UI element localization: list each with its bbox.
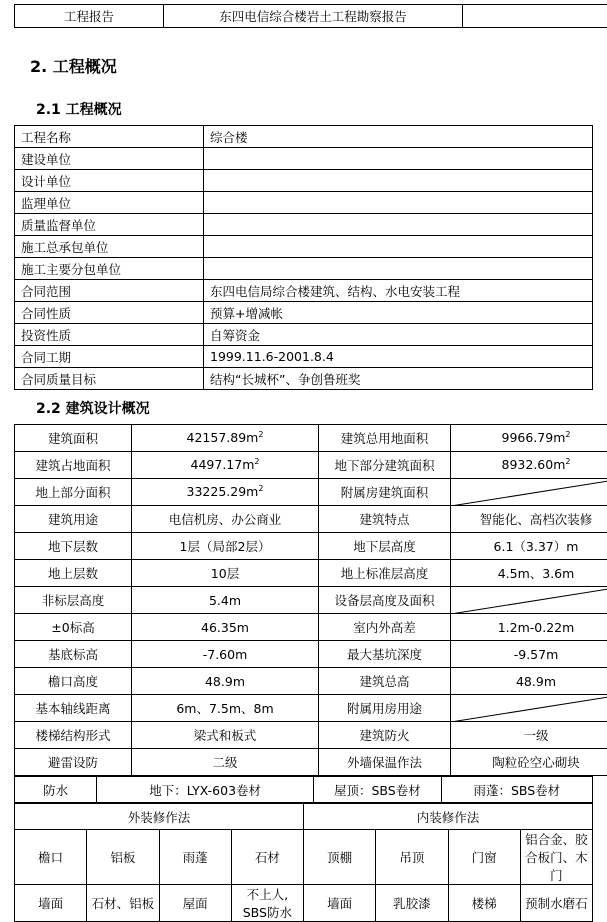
design-key-right: 附属房建筑面积 (319, 479, 451, 506)
overview-label: 合同工期 (15, 346, 204, 368)
design-value-left: 梁式和板式 (132, 722, 319, 749)
overview-row (15, 346, 593, 368)
overview-label: 建设单位 (15, 148, 204, 170)
finishes-table (14, 803, 593, 922)
overview-row (15, 148, 593, 170)
inner-finishes-title: 内装修作法 (304, 804, 593, 830)
finishes-cell: 预制水磨石 (520, 885, 592, 922)
overview-value: 东四电信局综合楼建筑、结构、水电安装工程 (204, 280, 593, 302)
design-value-left: 46.35m (132, 614, 319, 641)
overview-row (15, 214, 593, 236)
finishes-cell: 石材 (231, 830, 303, 885)
design-row (15, 614, 607, 641)
finishes-cell: 门窗 (448, 830, 520, 885)
design-value-right: $8932.60m^2$ (451, 452, 607, 479)
finishes-title-row (15, 804, 593, 830)
header-center: 东四电信综合楼岩土工程勘察报告 (164, 5, 463, 28)
overview-value (204, 148, 593, 170)
finishes-cell: 铝板 (87, 830, 159, 885)
finishes-cell: 乳胶漆 (376, 885, 448, 922)
design-key-left: 建筑面积 (15, 425, 132, 452)
design-value-right: 4.5m、3.6m (451, 560, 607, 587)
overview-label: 合同范围 (15, 280, 204, 302)
design-key-right: 地上标准层高度 (319, 560, 451, 587)
design-key-left: 建筑用途 (15, 506, 132, 533)
design-key-left: ±0标高 (15, 614, 132, 641)
design-value-right: -9.57m (451, 641, 607, 668)
overview-value (204, 192, 593, 214)
finishes-cell: 吊顶 (376, 830, 448, 885)
overview-row (15, 280, 593, 302)
waterproof-item-0: 地下：LYX-603卷材 (97, 777, 314, 803)
overview-label: 投资性质 (15, 324, 204, 346)
design-key-right: 建筑总高 (319, 668, 451, 695)
design-key-right: 室内外高差 (319, 614, 451, 641)
design-value-left: $33225.29m^2$ (132, 479, 319, 506)
overview-value: 1999.11.6-2001.8.4 (204, 346, 593, 368)
design-key-right: 附属用房用途 (319, 695, 451, 722)
overview-label: 合同质量目标 (15, 368, 204, 390)
waterproof-label: 防水 (15, 777, 97, 803)
design-value-right (451, 587, 607, 614)
finishes-cell: 墙面 (15, 885, 87, 922)
design-row (15, 641, 607, 668)
overview-value: 综合楼 (204, 126, 593, 148)
project-overview-table (14, 125, 593, 390)
finishes-cell: 铝合金、胶合板门、木门 (520, 830, 592, 885)
design-row (15, 452, 607, 479)
design-key-left: 檐口高度 (15, 668, 132, 695)
design-key-right: 最大基坑深度 (319, 641, 451, 668)
design-value-left: $42157.89m^2$ (132, 425, 319, 452)
design-row (15, 722, 607, 749)
overview-row (15, 126, 593, 148)
header-left: 工程报告 (15, 5, 164, 28)
design-value-right: 48.9m (451, 668, 607, 695)
design-key-left: 建筑占地面积 (15, 452, 132, 479)
overview-row (15, 324, 593, 346)
design-value-left: 5.4m (132, 587, 319, 614)
design-key-left: 基底标高 (15, 641, 132, 668)
page-header-table (14, 4, 607, 28)
overview-value: 结构“长城杯”、争创鲁班奖 (204, 368, 593, 390)
document-page (0, 4, 607, 905)
design-value-right (451, 479, 607, 506)
header-row (15, 5, 607, 28)
overview-value (204, 170, 593, 192)
finishes-cell: 屋面 (159, 885, 231, 922)
overview-label: 设计单位 (15, 170, 204, 192)
overview-value (204, 258, 593, 280)
overview-label: 质量监督单位 (15, 214, 204, 236)
design-key-left: 基本轴线距离 (15, 695, 132, 722)
design-value-right: 陶粒砼空心砌块 (451, 749, 607, 776)
design-value-left: $4497.17m^2$ (132, 452, 319, 479)
design-key-right: 建筑总用地面积 (319, 425, 451, 452)
design-value-right: 1.2m-0.22m (451, 614, 607, 641)
overview-row (15, 302, 593, 324)
waterproof-item-2: 雨蓬：SBS卷材 (441, 777, 592, 803)
waterproof-item-1: 屋顶：SBS卷材 (314, 777, 442, 803)
design-value-left: 电信机房、办公商业 (132, 506, 319, 533)
design-value-left: 10层 (132, 560, 319, 587)
design-value-right: $9966.79m^2$ (451, 425, 607, 452)
overview-label: 合同性质 (15, 302, 204, 324)
finishes-cell: 楼梯 (448, 885, 520, 922)
design-key-left: 非标层高度 (15, 587, 132, 614)
design-value-left: 1层（局部2层） (132, 533, 319, 560)
finishes-cell: 顶棚 (304, 830, 376, 885)
design-key-right: 地下层高度 (319, 533, 451, 560)
overview-value: 预算+增减帐 (204, 302, 593, 324)
design-key-left: 地上层数 (15, 560, 132, 587)
design-value-left: -7.60m (132, 641, 319, 668)
design-row (15, 479, 607, 506)
design-key-right: 外墙保温作法 (319, 749, 451, 776)
finishes-cell: 雨蓬 (159, 830, 231, 885)
overview-label: 工程名称 (15, 126, 204, 148)
waterproof-table (14, 776, 593, 803)
design-row (15, 587, 607, 614)
design-key-left: 地下层数 (15, 533, 132, 560)
finishes-row (15, 830, 593, 885)
overview-row (15, 368, 593, 390)
design-value-left: 6m、7.5m、8m (132, 695, 319, 722)
overview-value (204, 236, 593, 258)
header-right (463, 5, 607, 28)
design-row (15, 668, 607, 695)
finishes-cell: 墙面 (304, 885, 376, 922)
design-key-right: 建筑特点 (319, 506, 451, 533)
finishes-cell: 不上人, SBS防水 (231, 885, 303, 922)
design-value-right: 一级 (451, 722, 607, 749)
design-key-right: 建筑防火 (319, 722, 451, 749)
design-row (15, 533, 607, 560)
design-value-left: 二级 (132, 749, 319, 776)
design-value-right (451, 695, 607, 722)
design-value-right: 6.1（3.37）m (451, 533, 607, 560)
design-overview-table (14, 424, 607, 776)
overview-row (15, 236, 593, 258)
finishes-row (15, 885, 593, 922)
finishes-cell: 檐口 (15, 830, 87, 885)
finishes-cell: 石材、铝板 (87, 885, 159, 922)
design-key-left: 地上部分面积 (15, 479, 132, 506)
overview-label: 施工总承包单位 (15, 236, 204, 258)
overview-row (15, 192, 593, 214)
design-value-left: 48.9m (132, 668, 319, 695)
overview-label: 监理单位 (15, 192, 204, 214)
overview-row (15, 258, 593, 280)
overview-row (15, 170, 593, 192)
design-key-right: 设备层高度及面积 (319, 587, 451, 614)
design-row (15, 560, 607, 587)
subsection-title-2: 2.2 建筑设计概况 (36, 398, 593, 418)
overview-label: 施工主要分包单位 (15, 258, 204, 280)
design-row (15, 506, 607, 533)
design-key-right: 地下部分建筑面积 (319, 452, 451, 479)
overview-value: 自筹资金 (204, 324, 593, 346)
section-title: 2. 工程概况 (30, 54, 593, 77)
design-row (15, 695, 607, 722)
subsection-title-1: 2.1 工程概况 (36, 99, 593, 119)
design-key-left: 楼梯结构形式 (15, 722, 132, 749)
waterproof-row (15, 777, 593, 803)
design-row (15, 425, 607, 452)
design-value-right: 智能化、高档次装修 (451, 506, 607, 533)
outer-finishes-title: 外装修作法 (15, 804, 304, 830)
design-key-left: 避雷设防 (15, 749, 132, 776)
overview-value (204, 214, 593, 236)
design-row (15, 749, 607, 776)
